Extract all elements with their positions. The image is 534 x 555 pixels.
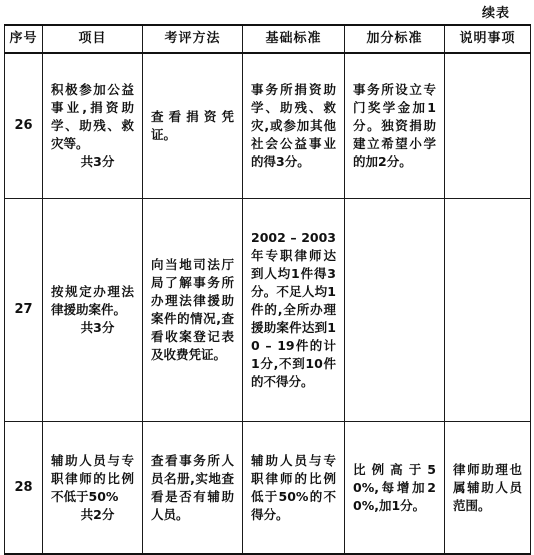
row-basic-standard: 2002 – 2003年专职律师达到人均1件得3分。不足人均1件的,全所办理援助案件达到10 – 19件的计1分,不到10件的不得分。 (251, 230, 336, 389)
header-bonus-standard: 加分标准 (345, 25, 445, 53)
row-item: 按规定办理法律援助案件。 (51, 284, 134, 317)
row-bonus-standard (345, 306, 444, 314)
table-row (5, 53, 531, 199)
row-seq: 26 (5, 53, 43, 199)
row-basic-standard: 辅助人员与专职律师的比例低于50%的不得分。 (251, 452, 336, 522)
row-item-score: 共3分 (80, 320, 115, 335)
row-basic-cell (243, 422, 345, 555)
row-bonus-cell (345, 422, 445, 555)
row-method-cell (143, 53, 243, 199)
row-method: 向当地司法厅局了解事务所办理法律援助案件的情况,查看收案登记表及收费凭证。 (151, 257, 234, 362)
header-method: 考评方法 (143, 25, 243, 53)
row-item-cell (43, 199, 143, 422)
row-method: 查看捐资凭证。 (151, 109, 234, 142)
row-note-cell (445, 199, 531, 422)
row-note (445, 306, 530, 314)
row-seq: 28 (5, 422, 43, 555)
row-note: 律师助理也属辅助人员范围。 (453, 461, 522, 513)
row-item-cell (43, 53, 143, 199)
row-bonus-standard: 比例高于50%,每增加20%,加1分。 (353, 461, 436, 513)
row-note (445, 122, 530, 130)
header-notes: 说明事项 (445, 25, 531, 53)
table-row (5, 199, 531, 422)
row-item-cell (43, 422, 143, 555)
row-seq: 27 (5, 199, 43, 422)
row-basic-cell (243, 199, 345, 422)
row-note-cell (445, 422, 531, 555)
evaluation-table (4, 24, 531, 555)
row-method-cell (143, 199, 243, 422)
row-method: 查看事务所人员名册,实地查看是否有辅助人员。 (151, 452, 234, 522)
row-item-score: 共3分 (80, 154, 115, 169)
row-method-cell (143, 422, 243, 555)
row-basic-standard: 事务所捐资助学、助残、救灾,或参加其他社会公益事业的得3分。 (251, 82, 336, 169)
header-basic-standard: 基础标准 (243, 25, 345, 53)
header-seq: 序号 (5, 25, 43, 53)
table-header-row (5, 25, 531, 53)
row-bonus-cell (345, 199, 445, 422)
table-row (5, 422, 531, 555)
row-basic-cell (243, 53, 345, 199)
row-bonus-standard: 事务所设立专门奖学金加1分。独资捐助建立希望小学的加2分。 (353, 82, 436, 169)
row-note-cell (445, 53, 531, 199)
row-bonus-cell (345, 53, 445, 199)
row-item: 辅助人员与专职律师的比例不低于50% (51, 452, 134, 504)
row-item-score: 共2分 (80, 506, 115, 522)
continued-table-note: 续表 (481, 6, 510, 21)
row-item: 积极参加公益事业,捐资助学、助残、救灾等。 (51, 82, 134, 151)
header-item: 项目 (43, 25, 143, 53)
